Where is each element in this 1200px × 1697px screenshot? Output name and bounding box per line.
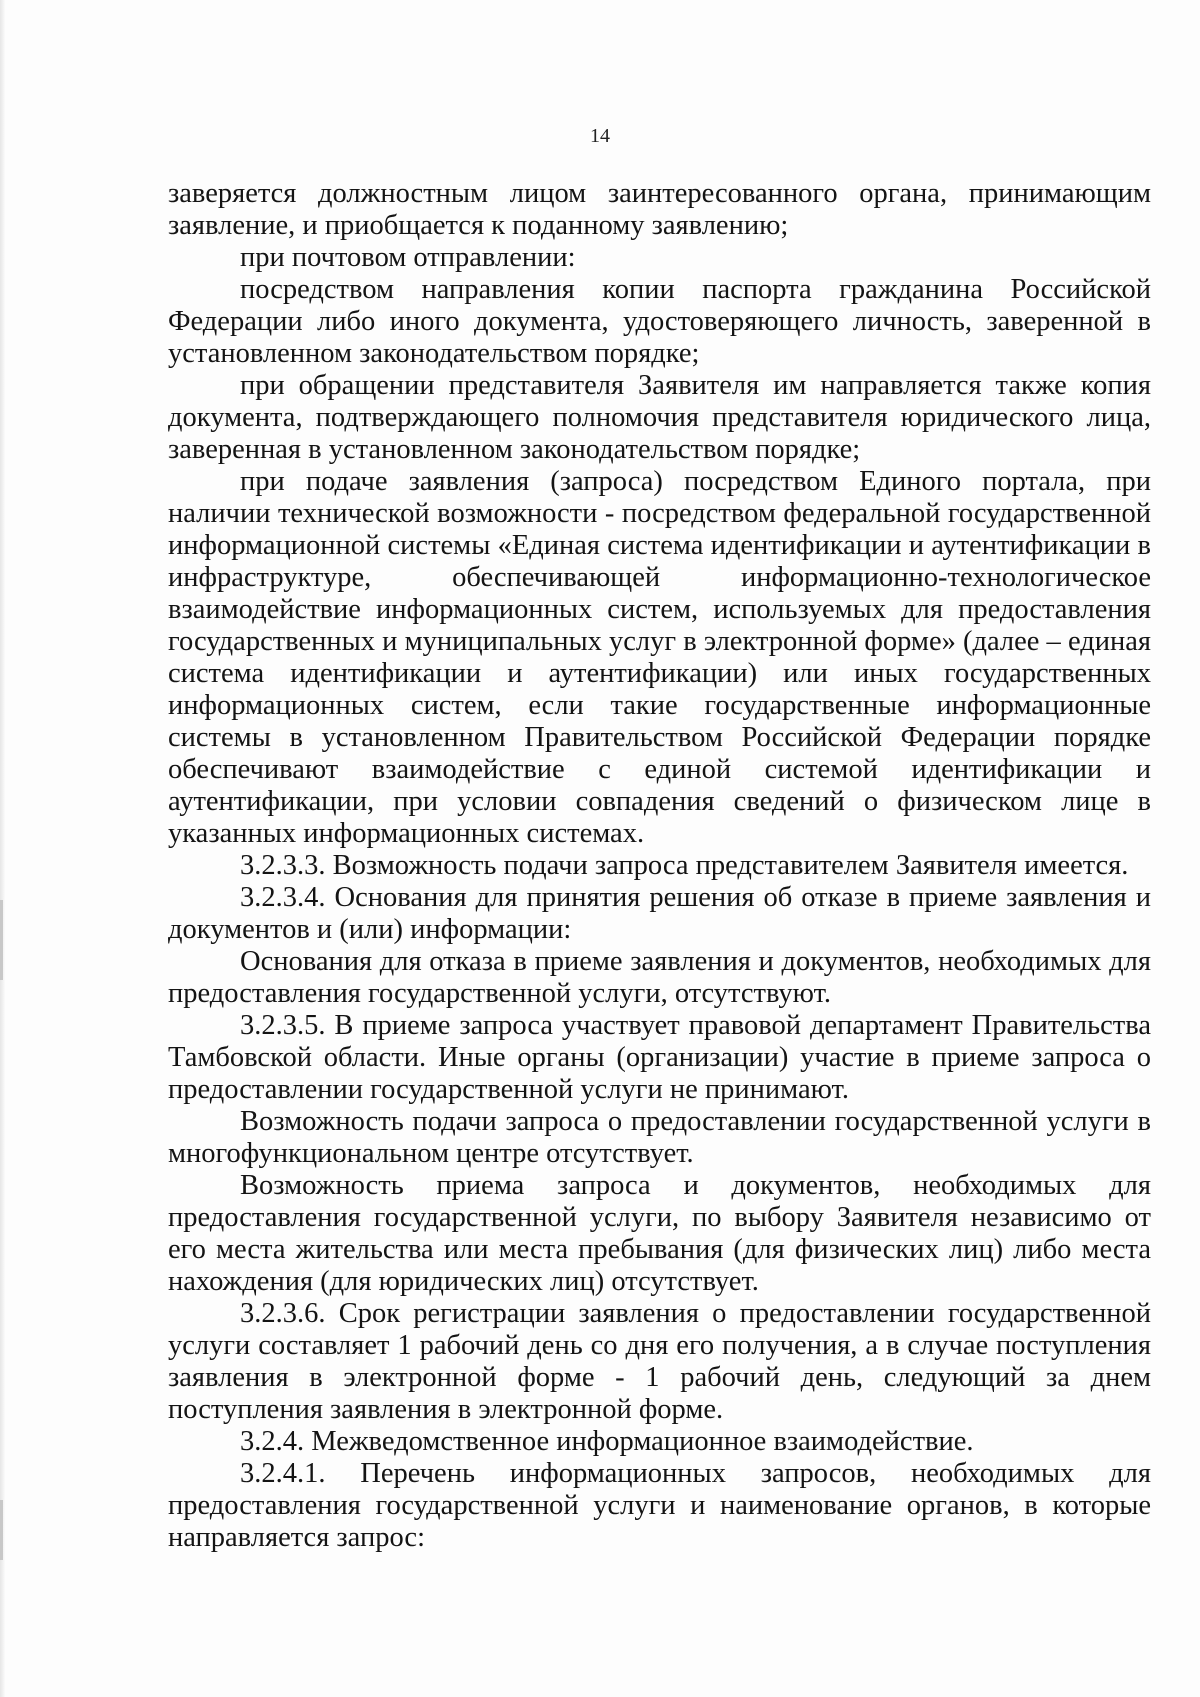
page-number: 14	[590, 125, 610, 147]
paragraph: 3.2.3.3. Возможность подачи запроса представителем Заявителя имеется.	[240, 850, 1129, 881]
paragraph: 3.2.4.1. Перечень информационных запросов, необходимых для предоставления государственной услуги и наименование органов, в которые направляется запрос:	[168, 1458, 1151, 1553]
paragraph: Основания для отказа в приеме заявления и документов, необходимых для предоставления государственной услуги, отсутствуют.	[168, 946, 1151, 1009]
paragraph: 3.2.4. Межведомственное информационное взаимодействие.	[240, 1426, 974, 1457]
scan-edge	[0, 0, 6, 1697]
paragraph: заверяется должностным лицом заинтересованного органа, принимающим заявление, и приобщается к поданному заявлению;	[168, 178, 1151, 241]
paragraph: посредством направления копии паспорта гражданина Российской Федерации либо иного документа, удостоверяющего личность, заверенной в установленном законодательством порядке;	[168, 274, 1151, 369]
paragraph: Возможность подачи запроса о предоставлении государственной услуги в многофункциональном центре отсутствует.	[168, 1106, 1151, 1169]
paragraph: при почтовом отправлении:	[240, 242, 576, 273]
paragraph: 3.2.3.4. Основания для принятия решения об отказе в приеме заявления и документов и (или) информации:	[168, 882, 1151, 945]
paragraph: при подаче заявления (запроса) посредством Единого портала, при наличии технической возможности - посредством федеральной государственной информационной системы «Единая система идентификации и аутентификации в инфраструктуре, обеспечивающей информационно-технологическое взаимодействие информационных систем, используемых для предоставления государственных и муниципальных услуг в электронной форме» (далее – единая система идентификации и аутентификации) или иных государственных информационных систем, если такие государственные информационные системы в установленном Правительством Российской Федерации порядке обеспечивают взаимодействие с единой системой идентификации и аутентификации, при условии совпадения сведений о физическом лице в указанных информационных системах.	[168, 466, 1151, 849]
paragraph: при обращении представителя Заявителя им направляется также копия документа, подтверждающего полномочия представителя юридического лица, заверенная в установленном законодательством порядке;	[168, 370, 1151, 465]
paragraph: 3.2.3.6. Срок регистрации заявления о предоставлении государственной услуги составляет 1 рабочий день со дня его получения, а в случае поступления заявления в электронной форме - 1 рабочий день, следующий за днем поступления заявления в электронной форме.	[168, 1298, 1151, 1425]
document-body	[168, 178, 1151, 1554]
scan-artifact	[0, 1500, 3, 1560]
paragraph: Возможность приема запроса и документов, необходимых для предоставления государственной услуги, по выбору Заявителя независимо от его места жительства или места пребывания (для физических лиц) либо места нахождения (для юридических лиц) отсутствует.	[168, 1170, 1151, 1297]
scan-artifact	[0, 900, 3, 980]
paragraph: 3.2.3.5. В приеме запроса участвует правовой департамент Правительства Тамбовской области. Иные органы (организации) участие в приеме запроса о предоставлении государственной услуги не принимают.	[168, 1010, 1151, 1105]
